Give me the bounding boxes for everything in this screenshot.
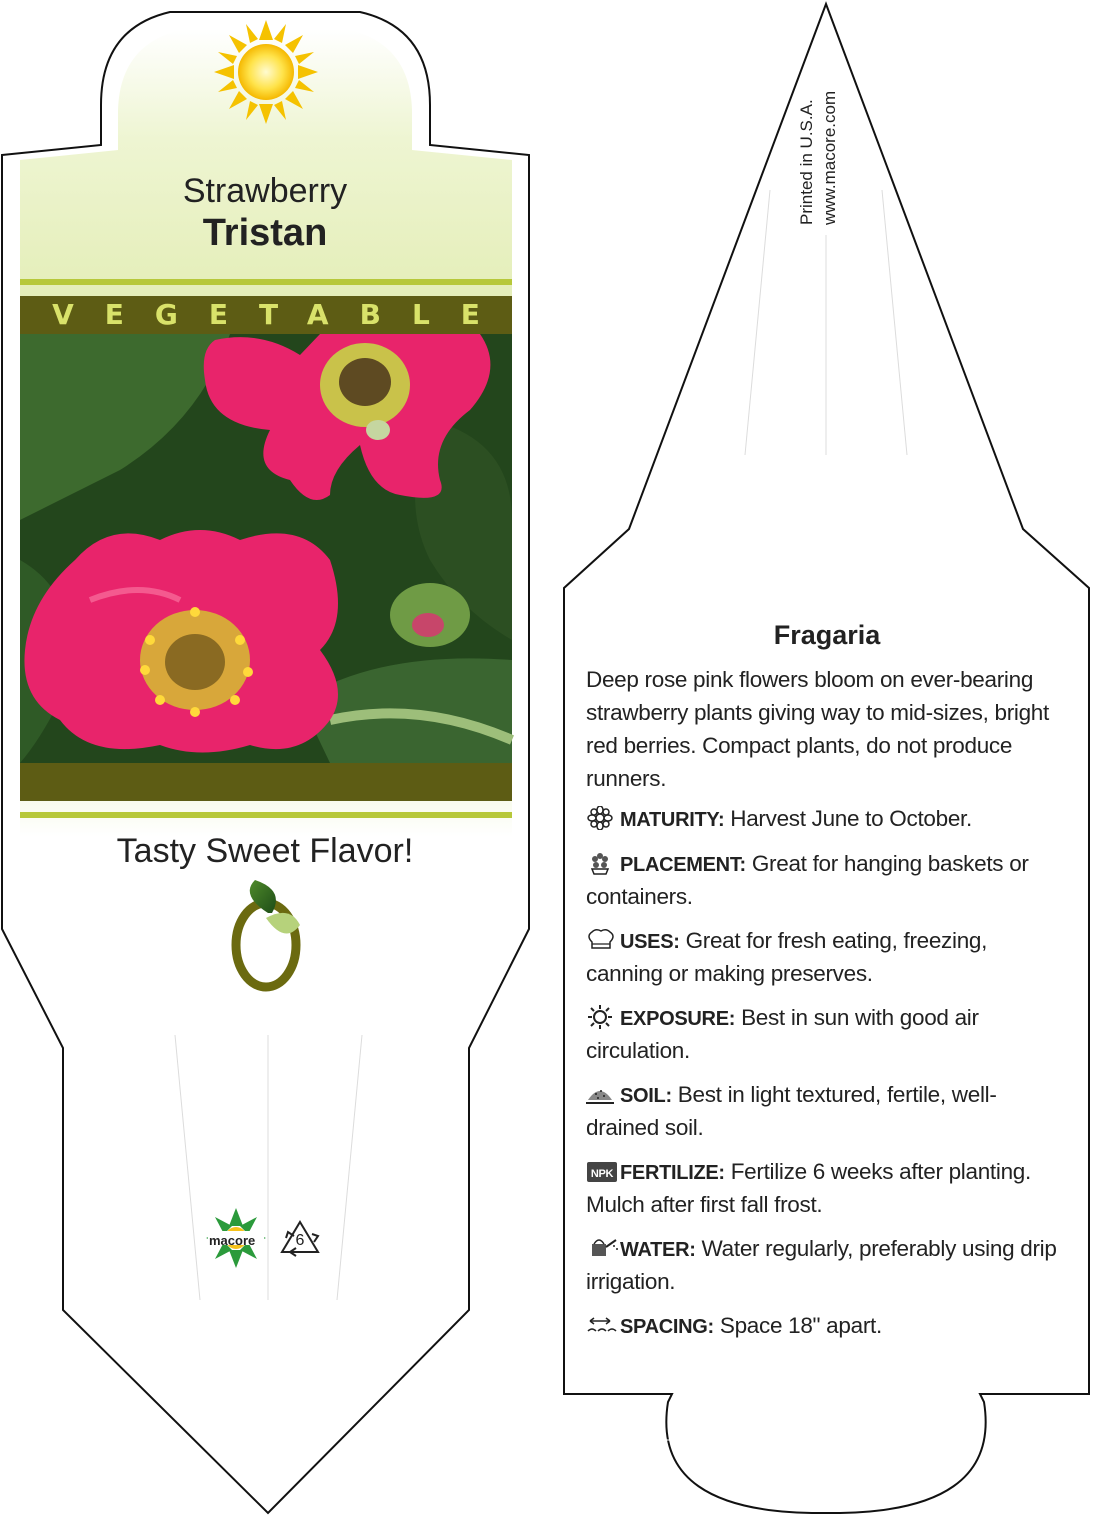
care-item-fertilize (586, 1156, 1068, 1221)
item-text: Harvest June to October. (730, 806, 972, 831)
care-item-exposure (586, 1002, 1068, 1067)
plant-photo (20, 334, 512, 763)
item-label: EXPOSURE: (620, 1008, 736, 1030)
care-item-soil (586, 1079, 1068, 1144)
item-text: Great for fresh eating, freezing, canning or making preserves. (586, 928, 988, 986)
item-label: USES: (620, 931, 680, 953)
item-text: Fertilize 6 weeks after planting. Mulch after first fall frost. (586, 1159, 1031, 1217)
bottom-band (20, 763, 512, 801)
item-label: SOIL: (620, 1085, 672, 1107)
scientific-name: Fragaria (773, 620, 881, 650)
chef-hat-icon (586, 928, 620, 952)
care-item-placement (586, 848, 1068, 913)
item-label: FERTILIZE: (620, 1162, 725, 1184)
plant-placement-icon (586, 851, 620, 875)
care-item-spacing (586, 1310, 1068, 1343)
care-item-water (586, 1233, 1068, 1298)
plant-type: Strawberry (182, 172, 348, 210)
website: www.macore.com (820, 90, 839, 225)
svg-text:NPK: NPK (590, 1168, 614, 1180)
category-label: VEGETABLE (52, 298, 511, 331)
care-item-maturity (586, 803, 1068, 836)
watering-can-icon (586, 1236, 620, 1260)
item-label: SPACING: (620, 1316, 714, 1338)
item-text: Best in light textured, fertile, well-drained soil. (586, 1082, 997, 1140)
top-stripe (20, 279, 512, 285)
item-label: WATER: (620, 1239, 696, 1261)
care-item-uses (586, 925, 1068, 990)
brand-name: macore (209, 1233, 256, 1248)
item-label: PLACEMENT: (620, 854, 746, 876)
variety-name: Tristan (202, 212, 328, 254)
printed-info (795, 91, 841, 225)
item-text: Great for hanging baskets or containers. (586, 851, 1029, 909)
soil-icon (586, 1082, 620, 1106)
npk-icon (586, 1159, 620, 1183)
description: Deep rose pink flowers bloom on ever-bearing strawberry plants giving way to mid-sizes, bright red berries. Compact plants, do not produce runners. (586, 667, 1049, 791)
sun-icon (214, 20, 318, 124)
item-text: Water regularly, preferably using drip irrigation. (586, 1236, 1057, 1294)
flower-icon (586, 806, 620, 830)
sun-icon (586, 1005, 620, 1029)
item-text: Best in sun with good air circulation. (586, 1005, 979, 1063)
item-label: MATURITY: (620, 809, 725, 831)
printed-country: Printed in U.S.A. (797, 99, 816, 225)
spacing-icon (586, 1313, 620, 1337)
recycle-code: 6 (295, 1232, 305, 1249)
bottom-stripe (20, 812, 512, 818)
tagline: Tasty Sweet Flavor! (116, 832, 414, 870)
back-content (586, 620, 1068, 1355)
item-text: Space 18" apart. (719, 1313, 882, 1338)
